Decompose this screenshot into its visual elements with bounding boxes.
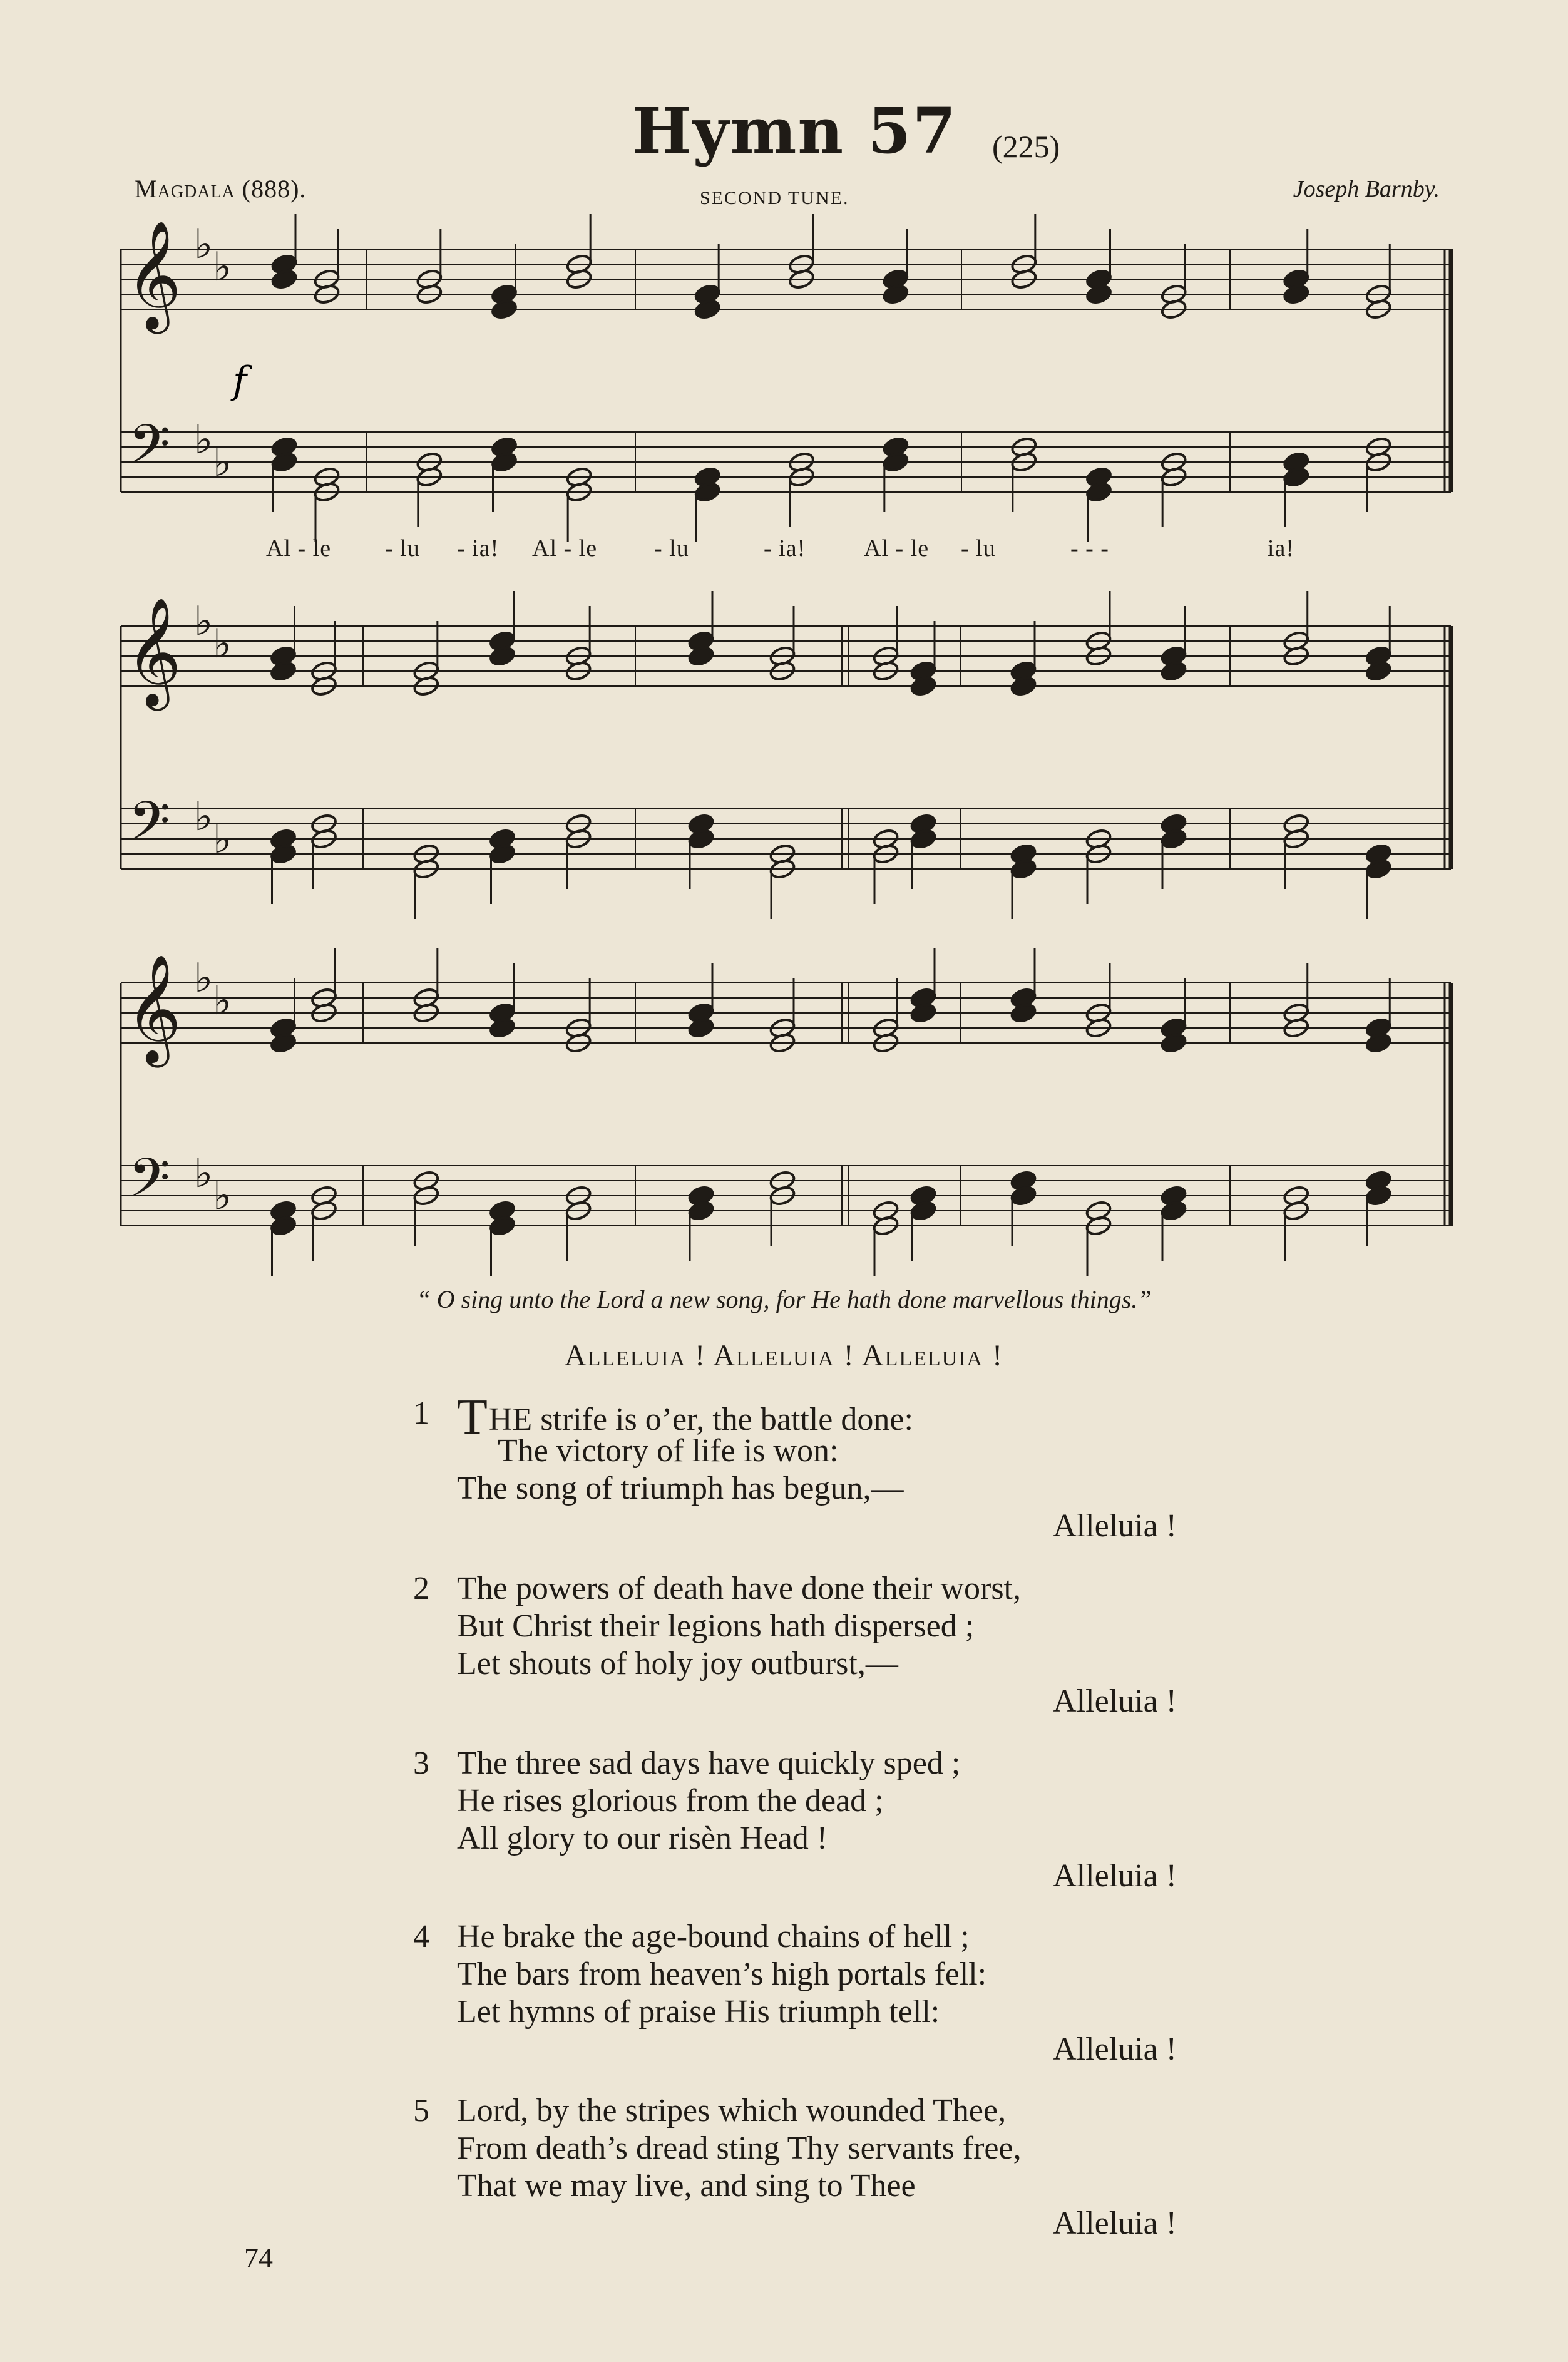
verse-line: The bars from heaven’s high portals fell:	[457, 1956, 987, 1992]
verse-line: He brake the age-bound chains of hell ;	[457, 1919, 970, 1954]
verse-line: Let hymns of praise His triumph tell:	[457, 1994, 940, 2030]
lyric-syllable: Al - le	[266, 535, 332, 562]
flat-icon: ♭	[213, 244, 232, 290]
flat-icon: ♭	[194, 955, 213, 1002]
lyric-syllable: Al - le	[864, 535, 930, 562]
lyric-syllable: - lu	[385, 535, 420, 562]
flat-icon: ♭	[194, 1151, 213, 1197]
dynamic-marking: f	[233, 359, 247, 403]
lyric-syllable: - ia!	[764, 535, 806, 562]
flat-icon: ♭	[194, 222, 213, 268]
verse-number: 2	[413, 1571, 429, 1606]
lyric-syllable: - ia!	[457, 535, 500, 562]
verse-line: The victory of life is won:	[498, 1433, 839, 1469]
verse-line: He rises glorious from the dead ;	[457, 1783, 884, 1819]
verse-line: The three sad days have quickly sped ;	[457, 1745, 961, 1781]
verse-number: 3	[413, 1745, 429, 1781]
verse-alleluia: Alleluia !	[1053, 2031, 1177, 2067]
flat-icon: ♭	[213, 439, 232, 486]
lyric-syllable: ia!	[1268, 535, 1295, 562]
composer: Joseph Barnby.	[1293, 176, 1440, 202]
hymn-reference: (225)	[992, 129, 1060, 164]
lyric-syllable: Al - le	[532, 535, 598, 562]
verse-alleluia: Alleluia !	[1053, 1508, 1177, 1544]
treble-clef-icon: 𝄞	[126, 597, 182, 706]
verse-line: That we may live, and sing to Thee	[457, 2168, 916, 2204]
flat-icon: ♭	[194, 794, 213, 840]
flat-icon: ♭	[194, 598, 213, 645]
verse-line: The song of triumph has begun,—	[457, 1471, 904, 1506]
lyric-syllable: - - -	[1070, 535, 1109, 562]
flat-icon: ♭	[213, 1173, 232, 1220]
drop-cap: T	[457, 1390, 488, 1445]
verse-number: 1	[413, 1395, 429, 1431]
verse-line: Let shouts of holy joy outburst,—	[457, 1646, 898, 1682]
second-tune-label: SECOND TUNE.	[700, 188, 849, 208]
verse-line: All glory to our risèn Head !	[457, 1820, 828, 1856]
lyric-syllable: - lu	[654, 535, 689, 562]
treble-clef-icon: 𝄞	[126, 220, 182, 329]
verse-line: But Christ their legions hath dispersed ;	[457, 1608, 975, 1644]
bass-clef-icon: 𝄢	[128, 413, 170, 489]
epigraph: “ O sing unto the Lord a new song, for He hath done marvellous things.”	[416, 1285, 1152, 1313]
verse-number: 4	[413, 1919, 429, 1954]
bass-clef-icon: 𝄢	[128, 1146, 170, 1223]
verse-line: THE strife is o’er, the battle done:	[457, 1390, 913, 1445]
verse-alleluia: Alleluia !	[1053, 1683, 1177, 1719]
verse-alleluia: Alleluia !	[1053, 1858, 1177, 1894]
bass-clef-icon: 𝄢	[128, 789, 170, 866]
flat-icon: ♭	[213, 816, 232, 863]
flat-icon: ♭	[194, 417, 213, 463]
flat-icon: ♭	[213, 621, 232, 667]
verse-line: From death’s dread sting Thy servants free,	[457, 2130, 1022, 2166]
refrain-heading: Alleluia ! Alleluia ! Alleluia !	[564, 1339, 1004, 1372]
treble-clef-icon: 𝄞	[126, 954, 182, 1063]
flat-icon: ♭	[213, 978, 232, 1024]
verse-line: Lord, by the stripes which wounded Thee,	[457, 2093, 1007, 2128]
tune-name: Magdala (888).	[135, 175, 307, 203]
verse-number: 5	[413, 2093, 429, 2128]
hymn-title: Hymn 57	[632, 94, 958, 168]
page-number: 74	[244, 2242, 273, 2274]
score-systems	[121, 214, 1451, 1276]
verse-line: The powers of death have done their worst,	[457, 1571, 1022, 1606]
lyric-syllable: - lu	[961, 535, 996, 562]
verse-alleluia: Alleluia !	[1053, 2205, 1177, 2241]
